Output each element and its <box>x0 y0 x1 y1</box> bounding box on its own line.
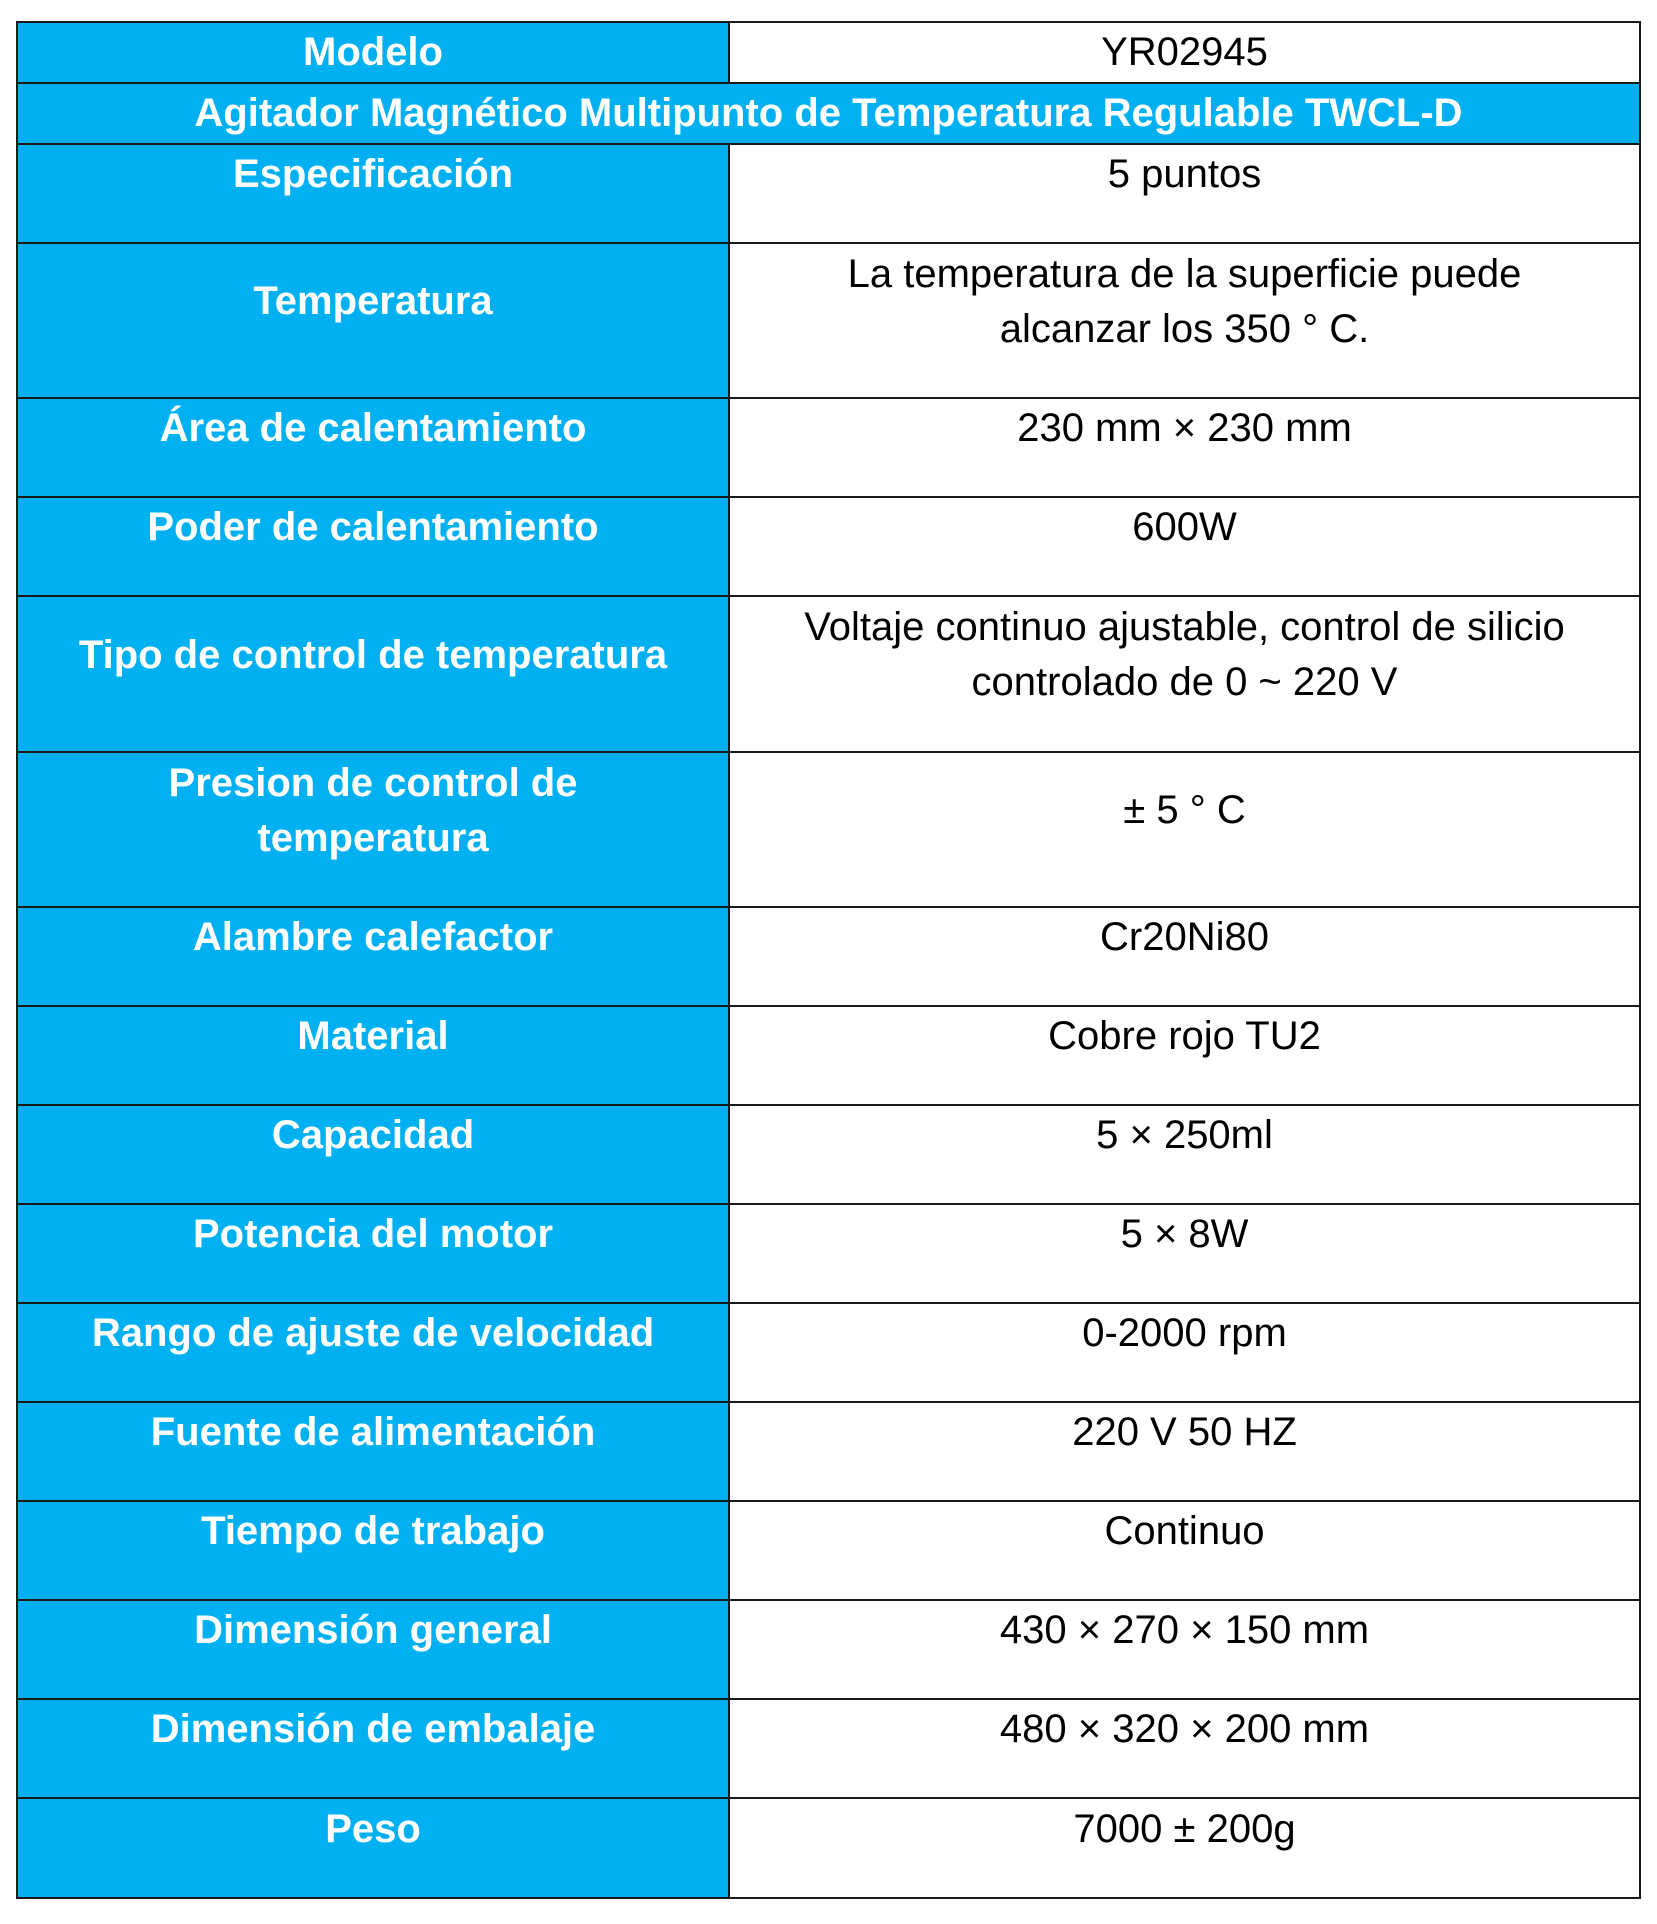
spec-value: 5 × 250ml <box>729 1105 1640 1204</box>
spec-label: Capacidad <box>17 1105 729 1204</box>
table-row <box>17 907 1640 1006</box>
spec-value: 480 × 320 × 200 mm <box>729 1699 1640 1798</box>
table-row <box>17 398 1640 497</box>
table-row <box>17 1600 1640 1699</box>
table-row-title <box>17 83 1640 144</box>
table-row <box>17 1501 1640 1600</box>
table-row <box>17 1204 1640 1303</box>
table-row <box>17 1699 1640 1798</box>
model-value: YR02945 <box>729 22 1640 83</box>
spec-value: 430 × 270 × 150 mm <box>729 1600 1640 1699</box>
spec-label: Presion de control de temperatura <box>17 752 729 907</box>
spec-value: 5 puntos <box>729 144 1640 243</box>
spec-label: Poder de calentamiento <box>17 497 729 596</box>
table-row <box>17 1402 1640 1501</box>
table-row <box>17 1303 1640 1402</box>
spec-value: La temperatura de la superficie puede alcanzar los 350 ° C. <box>729 243 1640 398</box>
spec-value: 5 × 8W <box>729 1204 1640 1303</box>
spec-value: ± 5 ° C <box>729 752 1640 907</box>
spec-value: 220 V 50 HZ <box>729 1402 1640 1501</box>
spec-label: Tipo de control de temperatura <box>17 596 729 752</box>
spec-label: Dimensión de embalaje <box>17 1699 729 1798</box>
spec-value: Cr20Ni80 <box>729 907 1640 1006</box>
table-row-model <box>17 22 1640 83</box>
spec-label: Área de calentamiento <box>17 398 729 497</box>
spec-label: Temperatura <box>17 243 729 398</box>
spec-value: Cobre rojo TU2 <box>729 1006 1640 1105</box>
spec-label: Tiempo de trabajo <box>17 1501 729 1600</box>
table-row <box>17 1798 1640 1898</box>
spec-label: Potencia del motor <box>17 1204 729 1303</box>
spec-value: 600W <box>729 497 1640 596</box>
table-row <box>17 144 1640 243</box>
spec-value: Voltaje continuo ajustable, control de silicio controlado de 0 ~ 220 V <box>729 596 1640 752</box>
spec-value: 7000 ± 200g <box>729 1798 1640 1898</box>
table-row <box>17 596 1640 752</box>
table-row <box>17 1006 1640 1105</box>
table-row <box>17 752 1640 907</box>
table-row <box>17 243 1640 398</box>
spec-value: 0-2000 rpm <box>729 1303 1640 1402</box>
spec-label: Peso <box>17 1798 729 1898</box>
spec-value: Continuo <box>729 1501 1640 1600</box>
spec-label: Alambre calefactor <box>17 907 729 1006</box>
spec-label: Dimensión general <box>17 1600 729 1699</box>
spec-value: 230 mm × 230 mm <box>729 398 1640 497</box>
spec-label: Fuente de alimentación <box>17 1402 729 1501</box>
product-title: Agitador Magnético Multipunto de Temperatura Regulable TWCL-D <box>17 83 1640 144</box>
spec-label: Material <box>17 1006 729 1105</box>
model-label: Modelo <box>17 22 729 83</box>
table-row <box>17 497 1640 596</box>
table-row <box>17 1105 1640 1204</box>
spec-label: Especificación <box>17 144 729 243</box>
spec-label: Rango de ajuste de velocidad <box>17 1303 729 1402</box>
spec-table <box>16 21 1641 1899</box>
